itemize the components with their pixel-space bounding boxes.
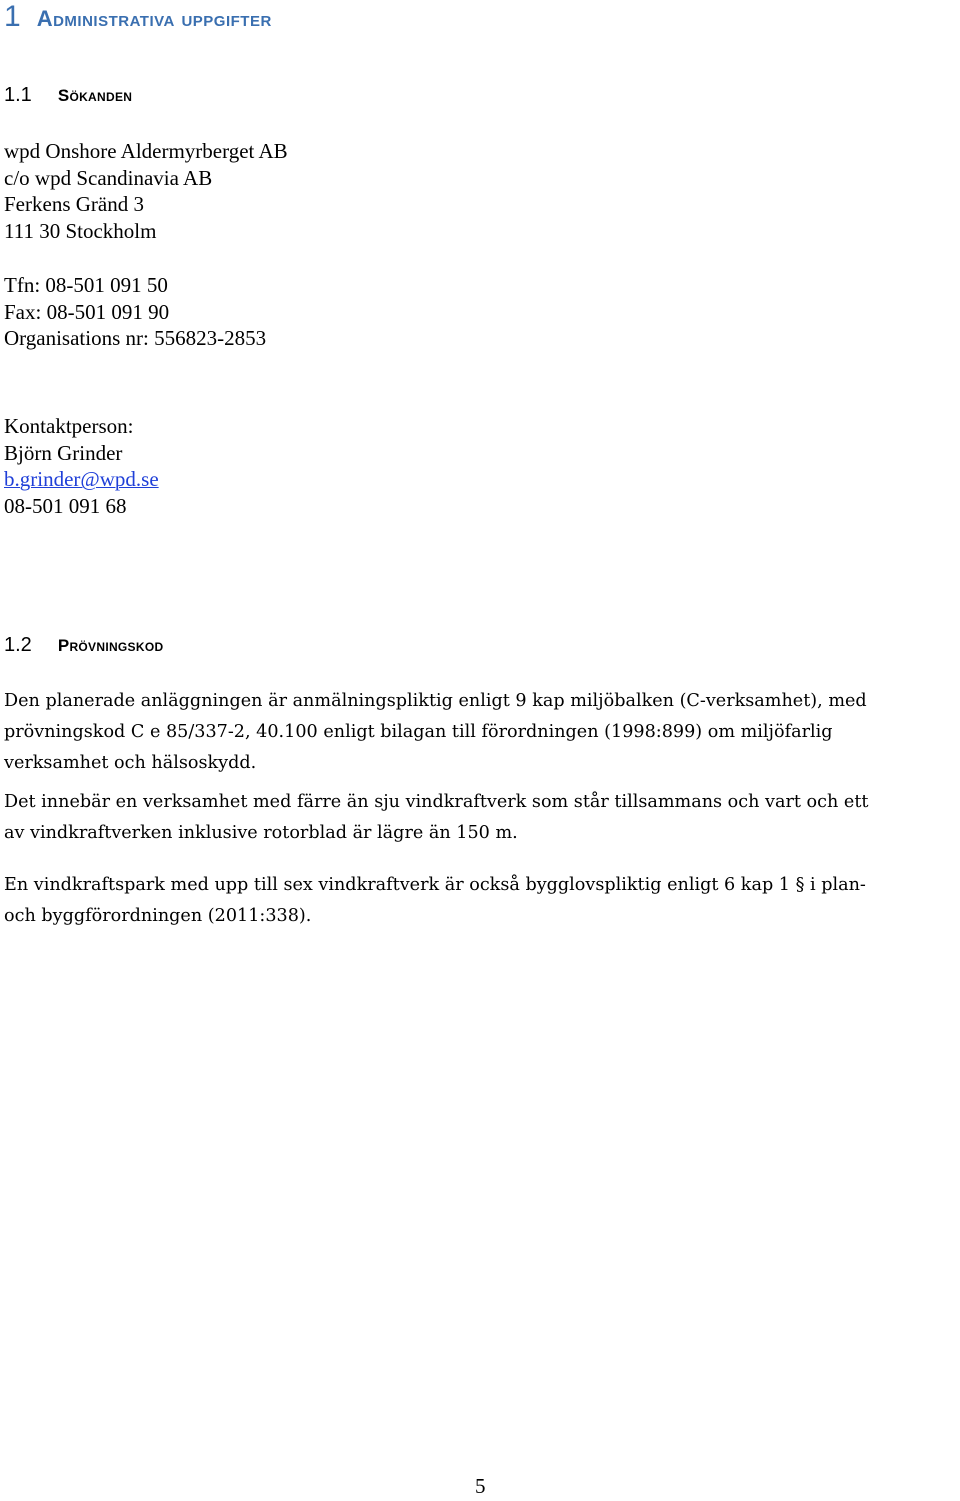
applicant-contact-numbers (4, 272, 266, 352)
paragraph-line: Det innebär en verksamhet med färre än sju vindkraftverk som står tillsammans och vart och ett (4, 792, 869, 812)
page-number: 5 (475, 1474, 486, 1498)
phone-line: Tfn: 08-501 091 50 (4, 273, 168, 297)
fax-line: Fax: 08-501 091 90 (4, 299, 170, 324)
heading-1-title: Administrativa uppgifter (36, 6, 272, 31)
heading-1-2 (4, 634, 163, 657)
contact-email-link[interactable]: b.grinder@wpd.se (4, 467, 159, 491)
contact-label: Kontaktperson: (4, 414, 134, 438)
contact-name: Björn Grinder (4, 440, 123, 465)
paragraph-line: En vindkraftspark med upp till sex vindkraftverk är också bygglovspliktig enligt 6 kap 1 § i plan- (4, 875, 866, 895)
heading-1-1-number: 1.1 (4, 84, 32, 106)
address-line: Ferkens Gränd 3 (4, 192, 144, 216)
paragraph-line: verksamhet och hälsoskydd. (4, 753, 257, 773)
applicant-address (4, 138, 288, 244)
heading-1 (4, 0, 272, 40)
paragraph-line: prövningskod C e 85/337-2, 40.100 enligt bilagan till förordningen (1998:899) om miljöfarlig (4, 722, 833, 742)
address-line: c/o wpd Scandinavia AB (4, 165, 213, 190)
paragraph-3 (4, 870, 956, 932)
paragraph-1 (4, 686, 956, 779)
heading-1-2-title: Prövningskod (57, 636, 164, 655)
heading-1-1-title: Sökanden (57, 86, 133, 105)
contact-phone: 08-501 091 68 (4, 493, 127, 518)
org-nr-line: Organisations nr: 556823-2853 (4, 326, 267, 350)
paragraph-line: och byggförordningen (2011:338). (4, 906, 312, 926)
address-line: 111 30 Stockholm (4, 218, 157, 243)
paragraph-line: av vindkraftverken inklusive rotorblad är lägre än 150 m. (4, 823, 518, 843)
paragraph-2 (4, 787, 956, 849)
heading-1-number: 1 (4, 0, 21, 33)
heading-1-2-number: 1.2 (4, 634, 32, 656)
address-line: wpd Onshore Aldermyrberget AB (4, 139, 288, 163)
paragraph-line: Den planerade anläggningen är anmälningspliktig enligt 9 kap miljöbalken (C-verksamhet), med (4, 691, 867, 711)
heading-1-1 (4, 84, 132, 107)
contact-person-block (4, 413, 159, 519)
